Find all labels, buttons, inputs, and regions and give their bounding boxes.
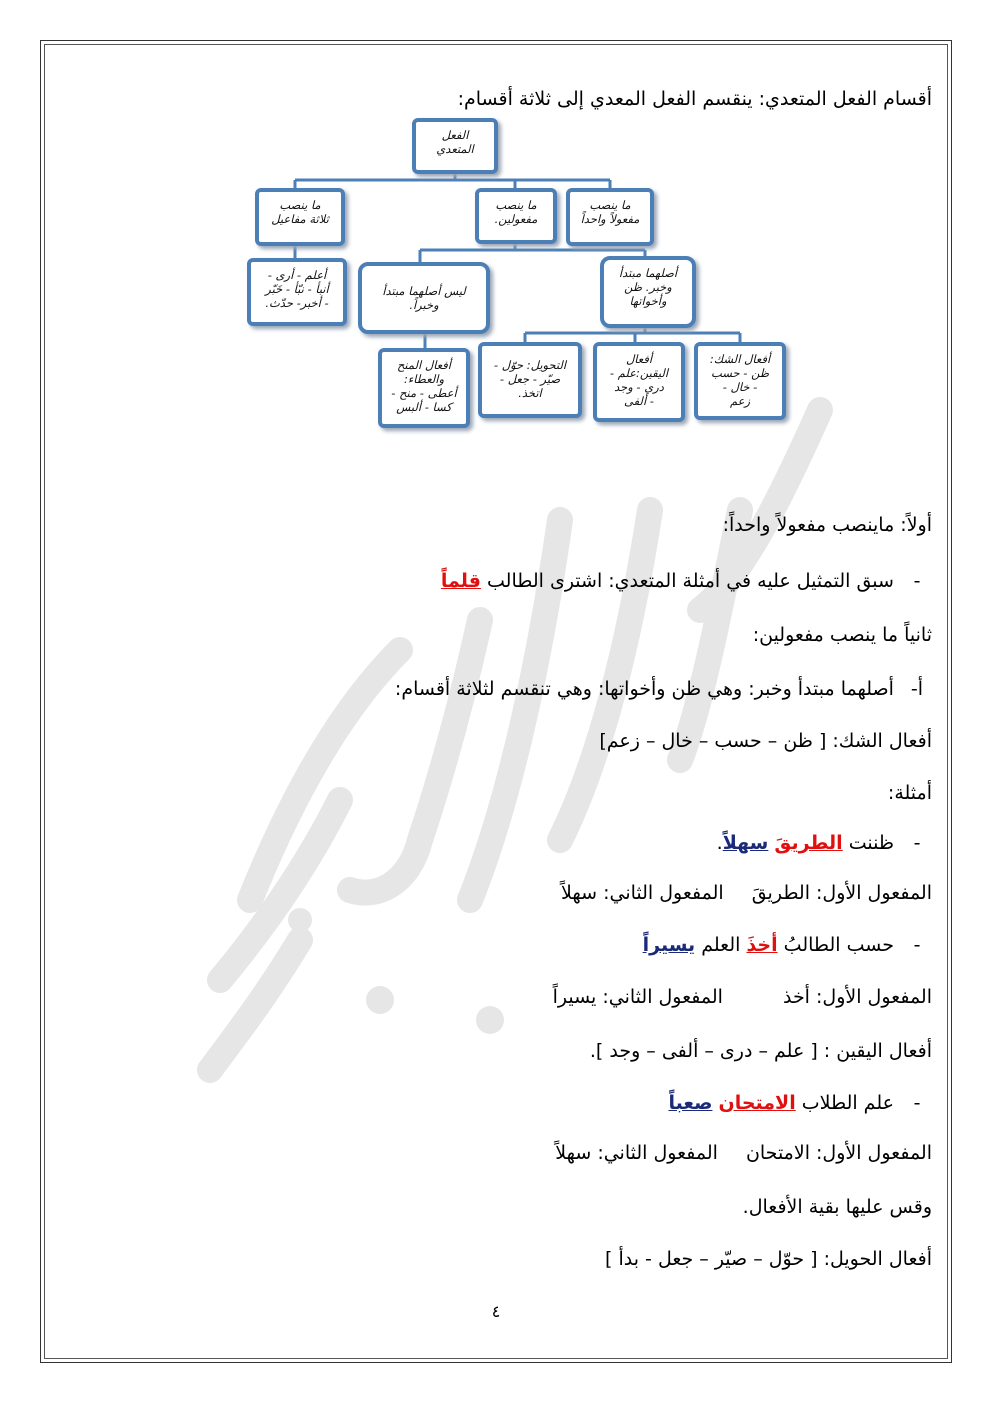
tree-node-root: الفعل المتعدي [412, 118, 498, 174]
examples-label: أمثلة: [887, 782, 932, 804]
first-type-heading: أولاً: ماينصب مفعولاً واحداً: [722, 514, 932, 536]
item-text: أصلهما مبتدأ وخبر: وهي ظن وأخواتها: وهي تنقسم لثلاثة أقسام: [394, 678, 894, 700]
first-object: أخذَ [746, 934, 778, 956]
second-object: سهلاً [722, 832, 769, 854]
section-heading: أقسام الفعل المتعدي: ينقسم الفعل المعدي إلى ثلاثة أقسام: [457, 88, 932, 110]
tahweel-verbs-list: أفعال الحويل: [ حوّل – صيّر – جعل - بدأ ] [605, 1248, 932, 1270]
example-3 [668, 1090, 934, 1116]
second-object-label: المفعول الثاني: يسيراً [552, 986, 723, 1008]
tree-node-two-objects: ما ينصب مفعولين. [475, 188, 557, 244]
first-object: الامتحان [718, 1092, 796, 1114]
first-object-label: المفعول الأول: الامتحان [745, 1142, 932, 1164]
example-3-analysis [555, 1140, 932, 1166]
example-1-analysis [561, 880, 932, 906]
second-object: يسيراً [642, 934, 696, 956]
tree-node-not-mubtada: ليس أصلهما مبتدأ وخبراً. [358, 262, 490, 334]
example-verb: ظننت [842, 832, 894, 854]
bullet-dash: - [913, 832, 921, 854]
second-object-label: المفعول الثاني: سهلاً [555, 1142, 718, 1164]
bullet-dash: - [913, 570, 921, 592]
bullet-dash: - [913, 1092, 921, 1114]
second-type-heading: ثانياً ما ينصب مفعولين: [752, 624, 932, 646]
tree-node-one-object: ما ينصب مفعولاً واحداً [566, 188, 654, 246]
item-letter: أ- [910, 678, 924, 700]
shak-verbs-list: أفعال الشك: [ ظن – حسب – خال – زعم] [599, 730, 932, 752]
example-verb: حسب الطالبُ [777, 934, 894, 956]
example-verb: علم الطلاب [795, 1092, 894, 1114]
first-type-example [441, 568, 934, 594]
example-2-analysis [553, 984, 932, 1010]
second-object: صعباً [668, 1092, 713, 1114]
yaqeen-verbs-list: أفعال اليقين : [ علم – درى – ألفى – وجد ]. [589, 1040, 932, 1062]
tree-node-tahweel-verbs: التحويل: حوّل - صيّر - جعل - اتخذ. [478, 342, 582, 418]
example-middle: العلم [695, 934, 747, 956]
first-object-label: المفعول الأول: الطريقَ [751, 882, 932, 904]
tree-node-shak-verbs: أفعال الشك: ظن - حسب - خال - زعم [694, 342, 786, 420]
example-2 [643, 932, 934, 958]
example-1 [717, 830, 934, 856]
second-object-label: المفعول الثاني: سهلاً [561, 882, 724, 904]
page-number: ٤ [491, 1302, 501, 1321]
watermark-signature [180, 380, 900, 1140]
tree-node-three-objects: ما ينصب ثلاثة مفاعيل [255, 188, 345, 246]
tree-node-three-verbs: أعلم - أرى - أنبأ - نبّأ - خَبّر - أخبر- حدّث. [247, 258, 347, 326]
object-word: قلماً [440, 570, 481, 592]
first-object-label: المفعول الأول: أخذ [782, 986, 932, 1008]
tree-node-manh-verbs: أفعال المنح والعطاء: أعطى - منح - كسا - ألبس [378, 348, 470, 428]
first-object: الطريقَ [774, 832, 843, 854]
example-text: سبق التمثيل عليه في أمثلة المتعدي: اشترى الطالب [480, 570, 894, 592]
tree-node-yaqeen-verbs: أفعال اليقين:علم - دري - وجد - ألفى [593, 342, 685, 422]
tree-node-mubtada-khabar: أصلهما مبتدأ وخبر. ظن وأخواتها [600, 256, 696, 328]
bullet-dash: - [913, 934, 921, 956]
example-end: . [716, 832, 723, 854]
analogy-note: وقس عليها بقية الأفعال. [742, 1196, 932, 1218]
second-type-a [395, 676, 934, 702]
